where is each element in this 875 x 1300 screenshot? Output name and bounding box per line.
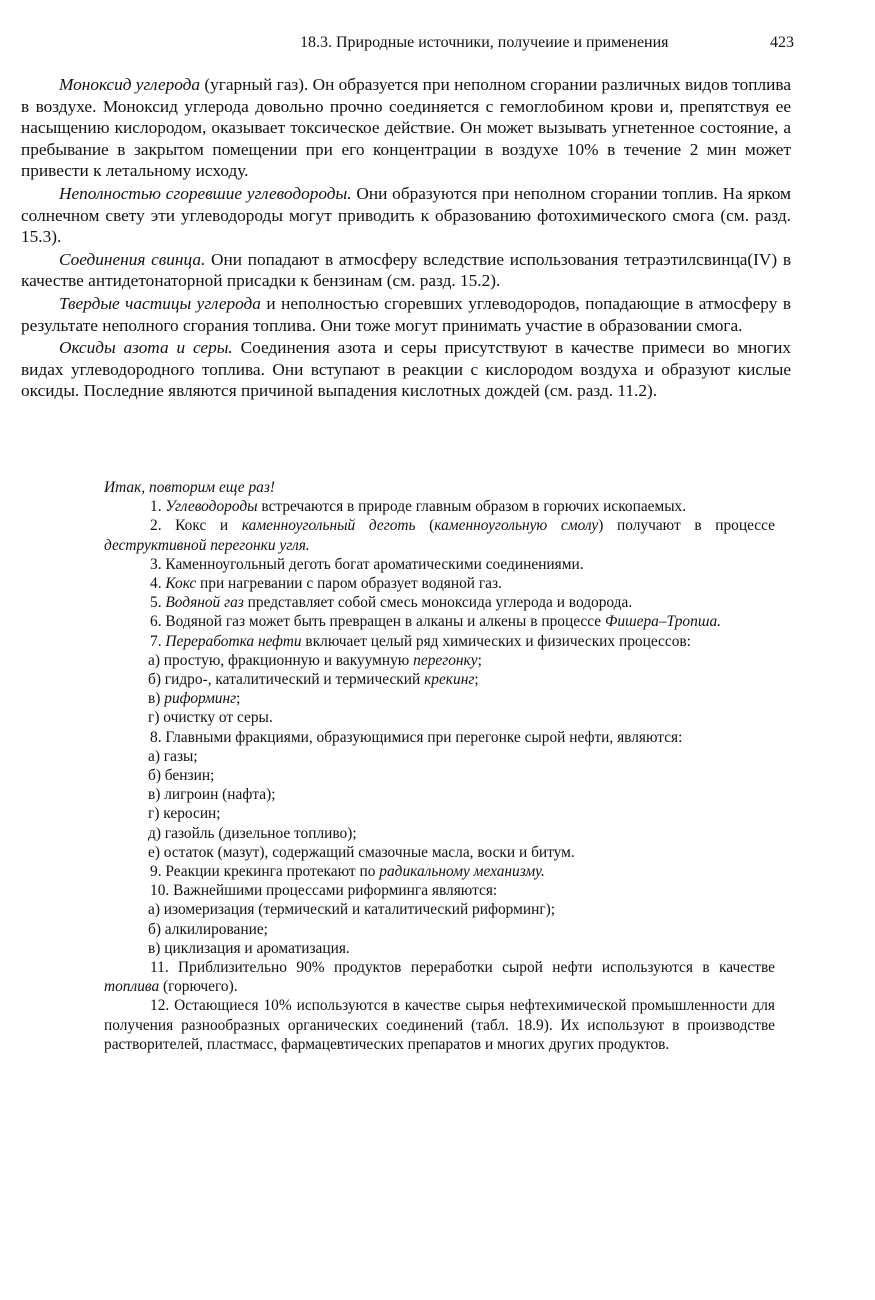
summary-section [104, 478, 775, 1054]
sub-item: д) газойль (дизельное топливо); [148, 824, 357, 842]
summary-item: 4. Кокс при нагревании с паром образует водяной газ. [150, 575, 502, 593]
summary-item: 2. Кокс и каменноугольный деготь (каменноугольную смолу) получают в процессе деструктивной перегонки угля. [104, 517, 775, 554]
main-text [21, 74, 791, 402]
page-header [300, 34, 794, 52]
summary-item: 9. Реакции крекинга протекают по радикальному механизму. [150, 863, 545, 881]
sub-item: г) очистку от серы. [148, 709, 273, 727]
paragraph-hydrocarbons: Неполностью сгоревшие углеводороды. Они образуются при неполном сгорании топлив. На ярком солнечном свету эти углеводороды могут приводить к образованию фотохимического смога (см. разд. 15.3). [21, 183, 791, 247]
summary-item: 12. Остающиеся 10% используются в качестве сырья нефтехимической промышленности для получения разнообразных органических соединений (табл. 18.9). Их используют в производстве растворителей, пластмасс, фармацевтических препаратов и многих других продуктов. [104, 997, 775, 1053]
paragraph-carbon-particles: Твердые частицы углерода и неполностью сгоревших углеводородов, попадающие в атмосферу в результате неполного сгорания топлива. Они тоже могут принимать участие в образовании смога. [21, 293, 791, 335]
summary-item: 5. Водяной газ представляет собой смесь моноксида углерода и водорода. [150, 594, 633, 612]
paragraph-lead-compounds: Соединения свинца. Они попадают в атмосферу вследствие использования тетраэтилсвинца(IV) в качестве антидетонаторной присадки к бензинам (см. разд. 15.2). [21, 249, 791, 291]
summary-item: 1. Углеводороды встречаются в природе главным образом в горючих ископаемых. [150, 498, 687, 516]
summary-item: 11. Приблизительно 90% продуктов переработки сырой нефти используются в качестве топлива (горючего). [104, 959, 775, 996]
term: Соединения свинца. [59, 249, 206, 269]
sub-item: а) изомеризация (термический и каталитический риформинг); [148, 901, 556, 919]
summary-item: 8. Главными фракциями, образующимися при перегонке сырой нефти, являются: [150, 728, 683, 746]
term: Моноксид углерода [59, 75, 201, 94]
term: Твердые частицы углерода [59, 293, 261, 313]
sub-item: а) простую, фракционную и вакуумную перегонку; [148, 651, 482, 669]
term: Неполностью сгоревшие углеводороды. [59, 183, 352, 203]
summary-item: 6. Водяной газ может быть превращен в алканы и алкены в процессе Фишера–Тропша. [150, 613, 721, 631]
sub-item: б) алкилирование; [148, 920, 268, 938]
paragraph-oxides: Оксиды азота и серы. Соединения азота и серы присутствуют в качестве примеси во многих видах углеводородного топлива. Они вступают в реакции с кислородом воздуха и образуют кислые оксиды. Последние являются причиной выпадения кислотных дождей (см. разд. 11.2). [21, 338, 792, 401]
sub-item: в) циклизация и ароматизация. [148, 939, 350, 957]
paragraph-carbon-monoxide: Моноксид углерода (угарный газ). Он образуется при неполном сгорании различных видов топлива в воздухе. Моноксид углерода довольно прочно соединяется с гемоглобином крови и, препятствуя ее насыщению кислородом, оказывает токсическое действие. Он может вызывать угнетенное состояние, а пребывание в закрытом помещении при его концентрации в воздухе 10% в течение 2 мин может привести к летальному исходу. [21, 75, 791, 181]
running-title: 18.3. Природные источники, получеиие и применения [300, 34, 669, 51]
sub-item: б) бензин; [148, 767, 215, 785]
sub-item: в) риформинг; [148, 690, 241, 708]
page-number: 423 [770, 34, 794, 51]
sub-item: г) керосин; [148, 805, 221, 823]
summary-title: Итак, повторим еще раз! [104, 479, 275, 496]
summary-item: 3. Каменноугольный деготь богат ароматическими соединениями. [150, 555, 584, 573]
sub-item: в) лигроин (нафта); [148, 786, 276, 804]
summary-item: 10. Важнейшими процессами риформинга являются: [150, 882, 498, 900]
sub-item: а) газы; [148, 747, 198, 765]
sub-item: б) гидро-, каталитический и термический крекинг; [148, 671, 479, 689]
summary-item: 7. Переработка нефти включает целый ряд химических и физических процессов: [150, 632, 691, 650]
sub-item: е) остаток (мазут), содержащий смазочные масла, воски и битум. [148, 843, 575, 861]
term: Оксиды азота и серы. [59, 338, 233, 358]
